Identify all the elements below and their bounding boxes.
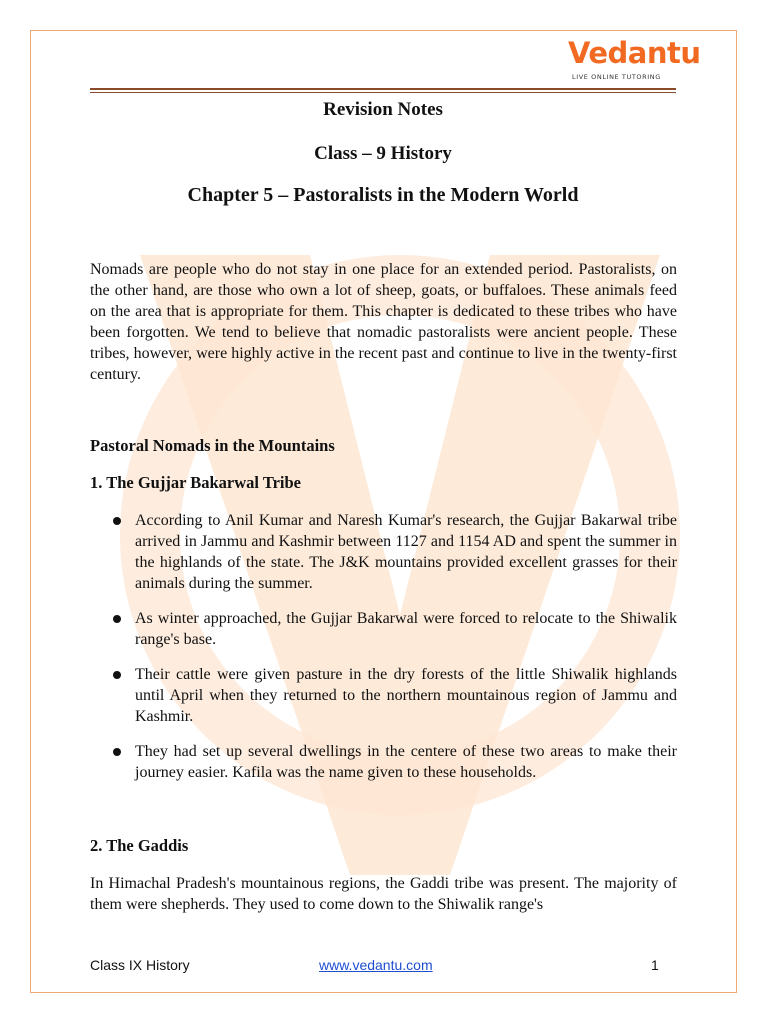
intro-paragraph: Nomads are people who do not stay in one place for an extended period. Pastoralists, on the other hand, are those who own a lot of sheep, goats, or buffaloes. These animals feed on the area that is appropriate for them. This chapter is dedicated to these tribes who have been forgotten. We tend to believe that nomadic pastoralists were ancient people. These tribes, however, were highly active in the recent past and continue to live in the twenty-first century. — [90, 261, 677, 383]
list-item — [90, 608, 677, 650]
subsection-heading-gaddis: 2. The Gaddis — [90, 836, 189, 855]
gujjar-bullet-list — [90, 510, 677, 797]
header-rule-thick — [90, 88, 676, 90]
page-number: 1 — [651, 957, 659, 973]
list-item — [90, 741, 677, 783]
chapter-title: Chapter 5 – Pastoralists in the Modern World — [187, 184, 579, 206]
list-item — [90, 510, 677, 594]
bullet-icon — [113, 615, 121, 623]
bullet-icon — [113, 748, 121, 756]
bullet-icon — [113, 517, 121, 525]
list-item-text: As winter approached, the Gujjar Bakarwal were forced to relocate to the Shiwalik range's base. — [135, 610, 677, 648]
logo-wordmark: Vedantu — [568, 36, 701, 70]
list-item-text: They had set up several dwellings in the centere of these two areas to make their journey easier. Kafila was the name given to these households. — [135, 743, 677, 781]
section-heading: Pastoral Nomads in the Mountains — [90, 436, 335, 455]
logo-tagline: LIVE ONLINE TUTORING — [572, 73, 661, 81]
bullet-icon — [113, 671, 121, 679]
class-line: Class – 9 History — [314, 143, 452, 164]
footer-website-link[interactable]: www.vedantu.com — [319, 957, 433, 973]
gaddis-paragraph: In Himachal Pradesh's mountainous regions, the Gaddi tribe was present. The majority of them were shepherds. They used to come down to the Shiwalik range's — [90, 875, 677, 913]
footer-class-label: Class IX History — [90, 957, 190, 973]
list-item-text: According to Anil Kumar and Naresh Kumar's research, the Gujjar Bakarwal tribe arrived in Jammu and Kashmir between 1127 and 1154 AD and spent the summer in the highlands of the state. The J&K mountains provided excellent grasses for their animals during the summer. — [135, 512, 677, 592]
list-item — [90, 664, 677, 727]
header-rule-thin — [90, 92, 676, 93]
doc-title: Revision Notes — [323, 99, 443, 120]
vedantu-logo — [568, 36, 701, 84]
list-item-text: Their cattle were given pasture in the dry forests of the little Shiwalik highlands until April when they returned to the northern mountainous region of Jammu and Kashmir. — [135, 666, 677, 725]
subsection-heading-gujjar: 1. The Gujjar Bakarwal Tribe — [90, 473, 302, 492]
